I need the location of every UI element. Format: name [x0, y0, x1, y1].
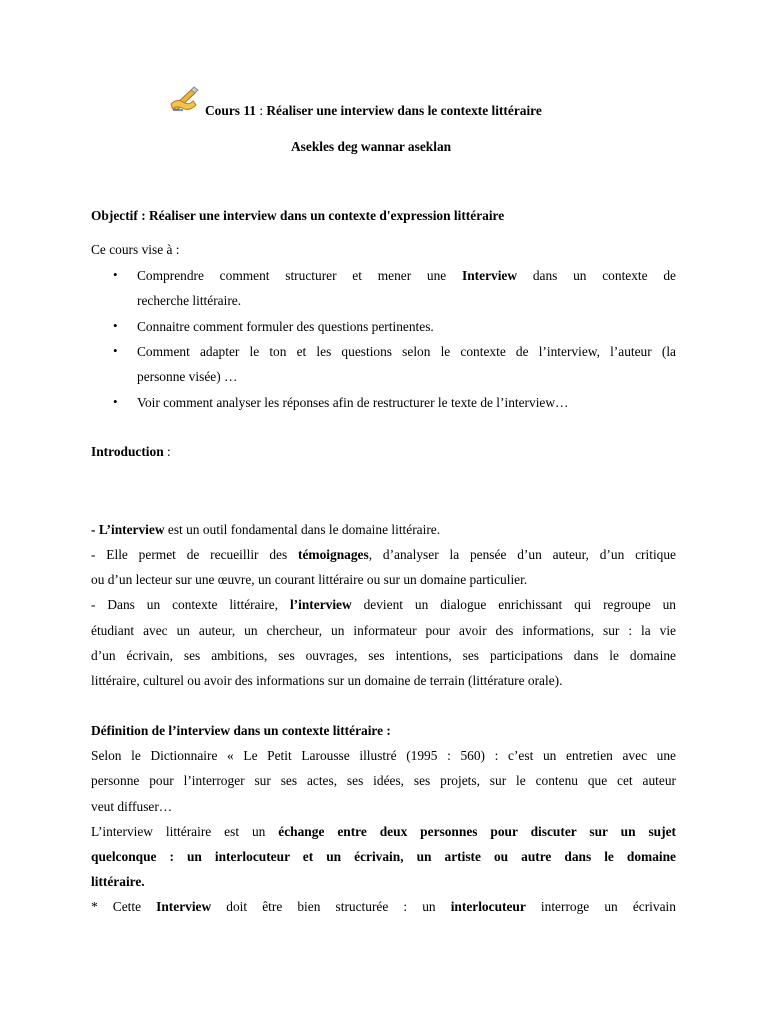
bullet-dot: •	[113, 318, 118, 333]
paragraph-3-line-2: étudiant avec un auteur, un chercheur, un informateur pour avoir des informations, sur : la vie	[91, 623, 676, 638]
definition-line-6: littéraire.	[91, 874, 145, 889]
paragraph-3-line-1: - Dans un contexte littéraire, l’interview devient un dialogue enrichissant qui regroupe un	[91, 597, 676, 612]
bullet-2: Connaitre comment formuler des questions pertinentes.	[137, 319, 434, 334]
course-subtitle: Asekles deg wannar aseklan	[291, 139, 452, 154]
objectif-line	[91, 207, 504, 224]
introduction-heading: Introduction :	[91, 444, 171, 459]
paragraph-1: - L’interview est un outil fondamental dans le domaine littéraire.	[91, 522, 441, 537]
definition-line-4: L’interview littéraire est un échange entre deux personnes pour discuter sur un sujet	[91, 824, 676, 839]
intro-line: Ce cours vise à :	[91, 242, 180, 257]
definition-heading: Définition de l’interview dans un contexte littéraire :	[91, 723, 391, 738]
title-colon: :	[255, 103, 267, 118]
bullet-1-line-1: Comprendre comment structurer et mener une Interview dans un contexte de	[137, 268, 676, 283]
objectif-text: Réaliser une interview dans un contexte d'expression littéraire	[149, 208, 505, 223]
definition-line-2: personne pour l’interroger sur ses actes, ses idées, ses projets, sur le contenu que cet auteur	[91, 773, 676, 788]
bullet-dot: •	[113, 343, 118, 358]
course-number: Cours 11	[205, 103, 256, 118]
definition-line-3: veut diffuser…	[91, 799, 173, 814]
paragraph-2-line-2: ou d’un lecteur sur une œuvre, un courant littéraire ou sur un domaine particulier.	[91, 572, 528, 587]
course-title	[205, 102, 542, 119]
definition-line-1: Selon le Dictionnaire « Le Petit Larousse illustré (1995 : 560) : c’est un entretien avec une	[91, 748, 676, 763]
bullet-3-line-1: Comment adapter le ton et les questions selon le contexte de l’interview, l’auteur (la	[137, 344, 676, 359]
course-title-text: Réaliser une interview dans le contexte littéraire	[266, 103, 542, 118]
paragraph-2-line-1: - Elle permet de recueillir des témoignages, d’analyser la pensée d’un auteur, d’un critique	[91, 547, 676, 562]
paragraph-3-line-3: d’un écrivain, ses ambitions, ses ouvrages, ses intentions, ses participations dans le domaine	[91, 648, 676, 663]
writing-hand-icon	[169, 84, 201, 112]
bullet-1-line-2: recherche littéraire.	[137, 293, 242, 308]
definition-line-5: quelconque : un interlocuteur et un écrivain, un artiste ou autre dans le domaine	[91, 849, 676, 864]
bullet-dot: •	[113, 394, 118, 409]
bullet-dot: •	[113, 267, 118, 282]
definition-line-7: * Cette Interview doit être bien structurée : un interlocuteur interroge un écrivain	[91, 899, 676, 914]
bullet-3-line-2: personne visée) …	[137, 369, 238, 384]
bullet-4: Voir comment analyser les réponses afin de restructurer le texte de l’interview…	[137, 395, 569, 410]
objectif-label: Objectif :	[91, 208, 150, 223]
paragraph-3-line-4: littéraire, culturel ou avoir des informations sur un domaine de terrain (littérature orale).	[91, 673, 563, 688]
